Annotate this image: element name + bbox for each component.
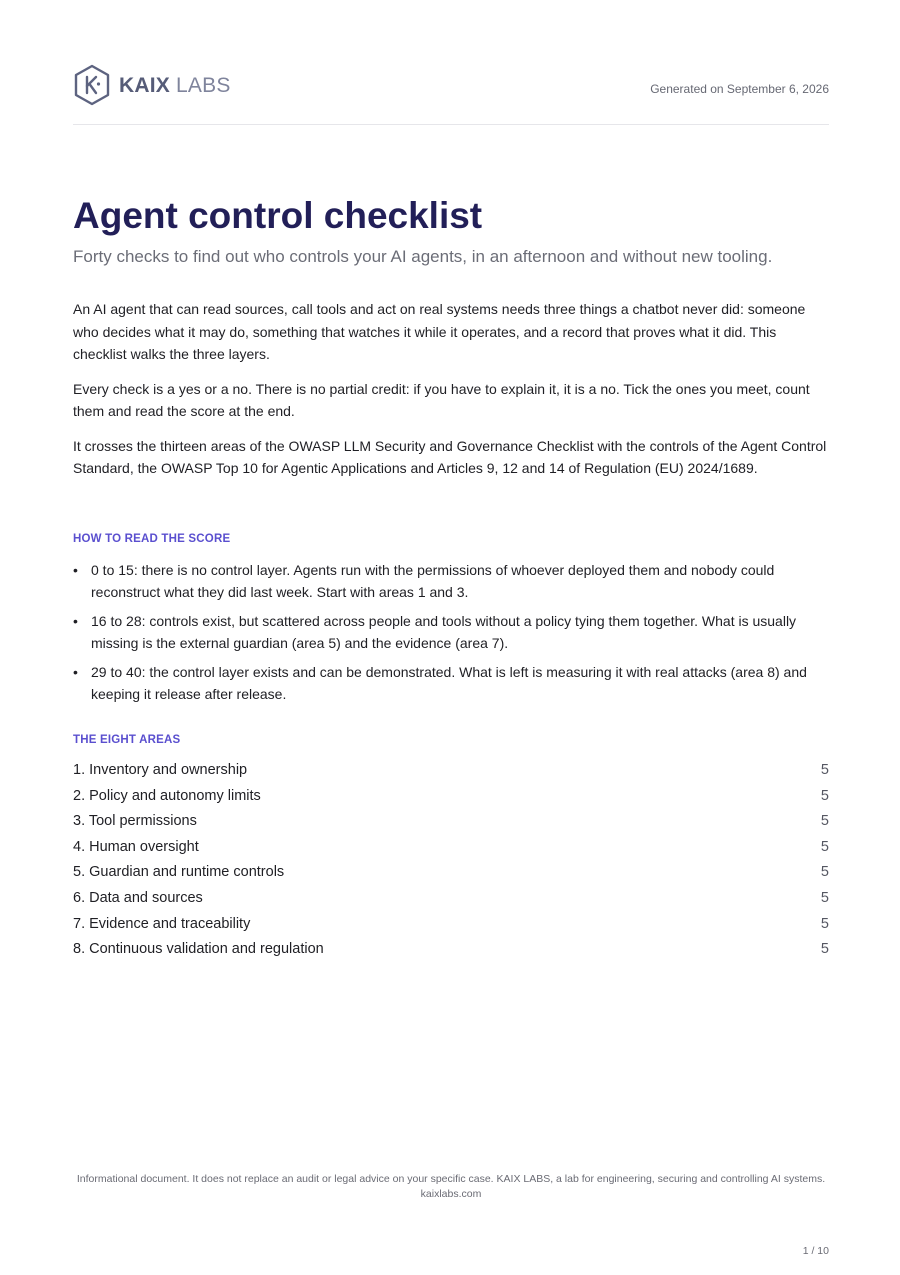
area-check-count: 5: [820, 762, 829, 778]
page-subtitle: Forty checks to find out who controls your AI agents, in an afternoon and without new tooling.: [73, 247, 773, 266]
area-name: 8. Continuous validation and regulation: [73, 941, 324, 958]
area-check-count: 5: [820, 941, 829, 958]
footer-disclaimer: Informational document. It does not replace an audit or legal advice on your specific case. KAIX LABS, a lab for engineering, securing and controlling AI systems. kaixlabs.com: [76, 1173, 826, 1200]
area-row: [73, 837, 829, 863]
area-name: 6. Data and sources: [73, 889, 203, 906]
area-check-count: 5: [820, 889, 829, 906]
page-number: 1 / 10: [802, 1245, 829, 1257]
area-name: 2. Policy and autonomy limits: [73, 787, 261, 804]
bullet-icon: •: [73, 562, 78, 578]
page-header: [73, 64, 829, 125]
area-name: 3. Tool permissions: [73, 813, 197, 830]
score-item-text: 0 to 15: there is no control layer. Agents run with the permissions of whoever deployed them and nobody could reconstruct what they did last week. Start with areas 1 and 3.: [91, 562, 775, 600]
bullet-icon: •: [73, 613, 78, 629]
areas-list: [73, 760, 829, 965]
score-item-text: 29 to 40: the control layer exists and can be demonstrated. What is left is measuring it with real attacks (area 8) and keeping it release after release.: [91, 664, 807, 702]
area-name: 7. Evidence and traceability: [73, 915, 251, 932]
score-item: [73, 661, 829, 705]
k-hexagon-logo-icon: [73, 64, 111, 106]
intro-paragraph: It crosses the thirteen areas of the OWASP LLM Security and Governance Checklist with the controls of the Agent Control Standard, the OWASP Top 10 for Agentic Applications and Articles 9, 12 and 14 of Regulation (EU) 2024/1689.: [73, 437, 827, 476]
logo-word-labs: LABS: [176, 73, 231, 97]
area-check-count: 5: [820, 915, 829, 932]
intro-section: [73, 298, 829, 492]
area-name: 1. Inventory and ownership: [73, 762, 248, 778]
area-check-count: 5: [820, 864, 829, 881]
page-title: Agent control checklist: [73, 195, 483, 236]
areas-heading: THE EIGHT AREAS: [73, 734, 181, 746]
area-name: 4. Human oversight: [73, 838, 199, 855]
area-row: [73, 914, 829, 940]
kaix-labs-logo: [73, 64, 231, 106]
score-item: [73, 610, 829, 654]
area-row: [73, 862, 829, 888]
generated-date: Generated on September 6, 2026: [650, 82, 829, 96]
score-list: [73, 559, 829, 712]
area-check-count: 5: [820, 813, 829, 830]
score-item-text: 16 to 28: controls exist, but scattered across people and tools without a policy tying them together. What is usually missing is the external guardian (area 5) and the evidence (area 7).: [91, 613, 797, 651]
score-item: [73, 559, 829, 603]
document-page: [73, 0, 829, 1275]
area-row: [73, 888, 829, 914]
logo-word-kaix: KAIX: [119, 73, 170, 97]
area-name: 5. Guardian and runtime controls: [73, 864, 285, 881]
intro-paragraph: An AI agent that can read sources, call tools and act on real systems needs three things a chatbot never did: someone who decides what it may do, something that watches it while it operates, and a record that proves what it did. This checklist walks the three layers.: [73, 301, 806, 362]
bullet-icon: •: [73, 664, 78, 680]
score-heading: HOW TO READ THE SCORE: [73, 533, 231, 545]
logo-wordmark: [119, 75, 231, 96]
area-row: [73, 811, 829, 837]
area-check-count: 5: [820, 838, 829, 855]
area-row: [73, 939, 829, 965]
area-row: [73, 760, 829, 786]
area-row: [73, 786, 829, 812]
area-check-count: 5: [820, 787, 829, 804]
intro-paragraph: Every check is a yes or a no. There is no partial credit: if you have to explain it, it is a no. Tick the ones you meet, count them and read the score at the end.: [73, 380, 810, 419]
